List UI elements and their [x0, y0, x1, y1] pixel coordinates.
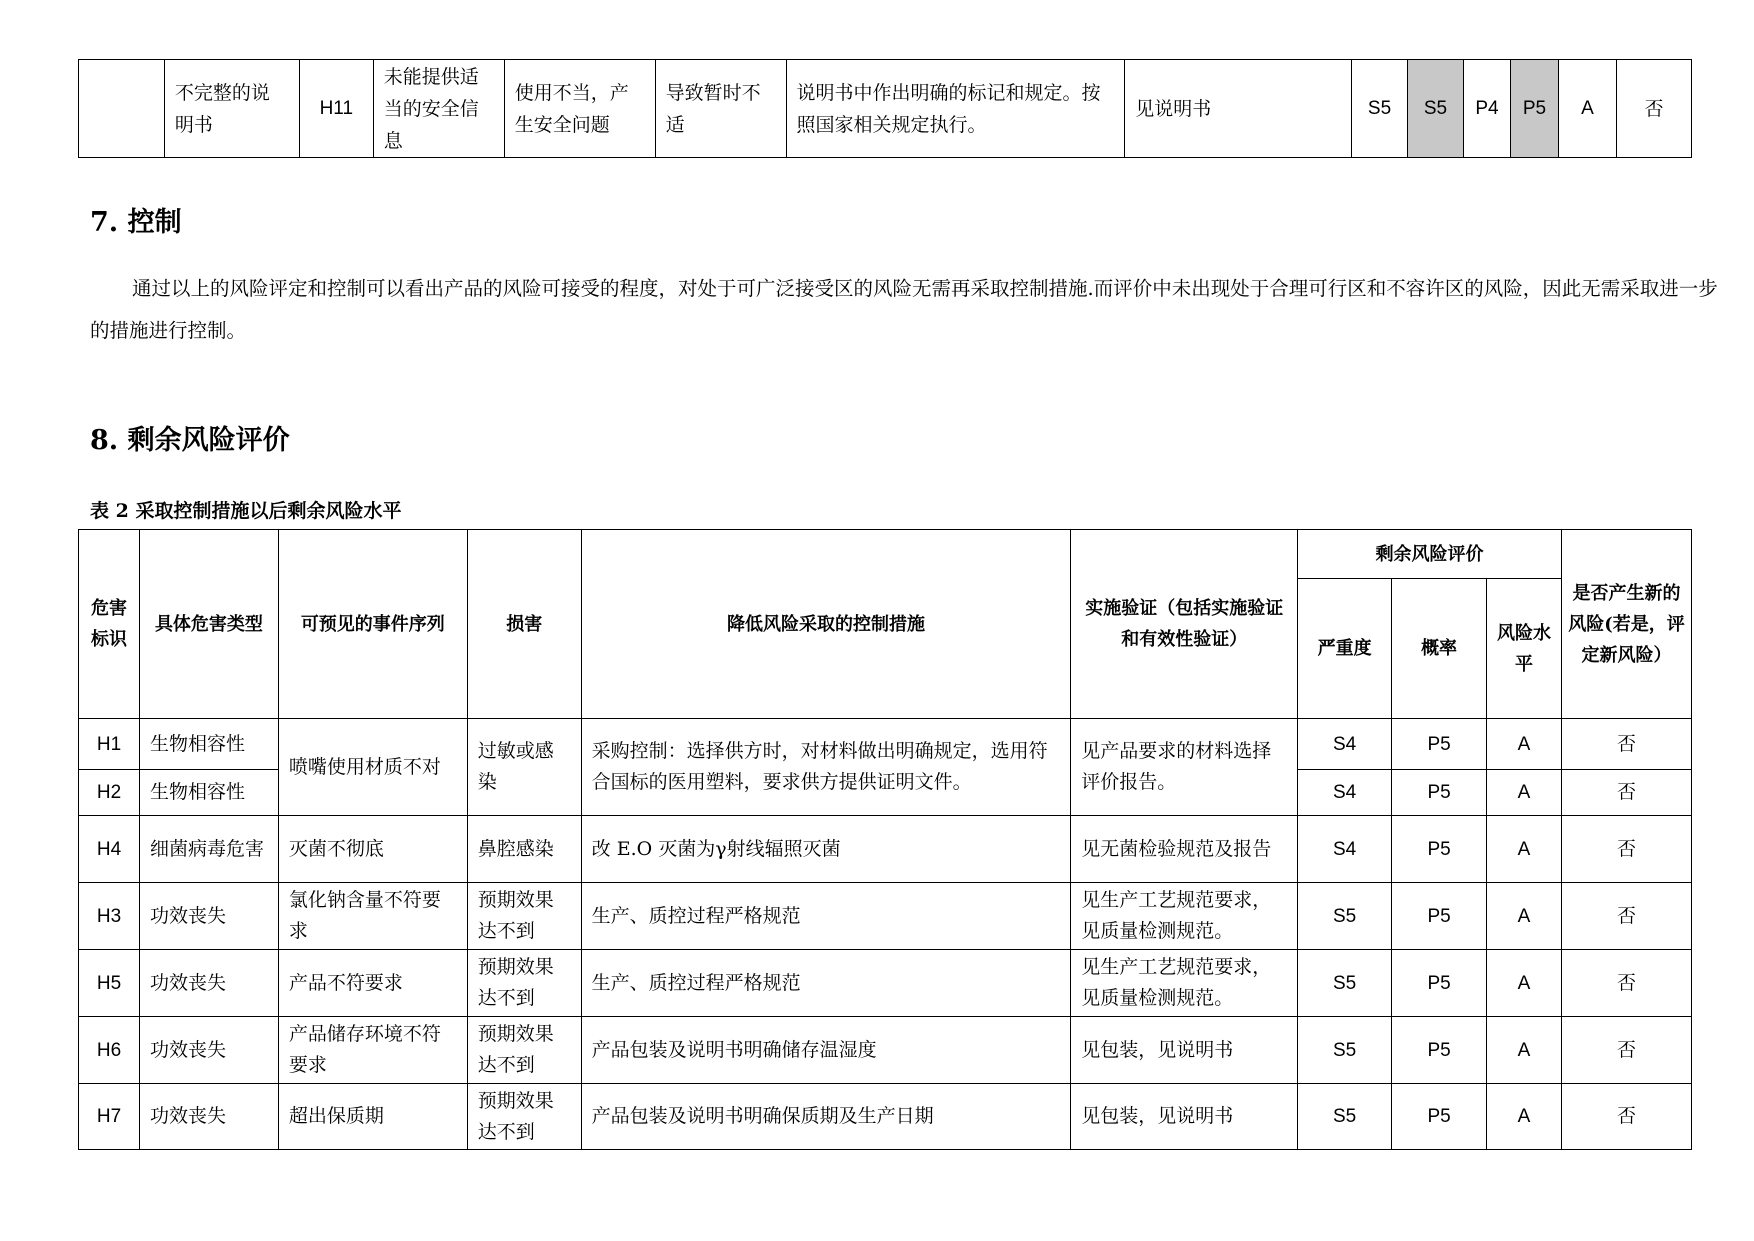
header-verification: 实施验证（包括实施验证和有效性验证） [1071, 530, 1298, 719]
new-risk-cell: 否 [1562, 1017, 1692, 1084]
hazard-id-cell: H2 [79, 770, 140, 816]
hazard-id-cell: H6 [79, 1017, 140, 1084]
event-sequence-cell: 产品不符要求 [278, 950, 467, 1017]
harm-cell: 预期效果达不到 [467, 883, 581, 950]
verification-cell: 见包装，见说明书 [1071, 1017, 1298, 1084]
hazard-type-cell: 不完整的说明书 [164, 60, 299, 158]
severity-cell: S4 [1298, 719, 1392, 770]
header-probability: 概率 [1392, 579, 1487, 719]
control-measure-cell: 生产、质控过程严格规范 [581, 883, 1071, 950]
probability-cell: P5 [1392, 950, 1487, 1017]
risk-level-cell: A [1487, 719, 1562, 770]
risk-level-cell: A [1487, 883, 1562, 950]
section-8-heading: 8. 剩余风险评价 [90, 425, 290, 456]
probability-cell: P5 [1392, 719, 1487, 770]
harm-cell: 鼻腔感染 [467, 816, 581, 883]
verification-cell: 见产品要求的材料选择评价报告。 [1071, 719, 1298, 816]
verification-cell: 见生产工艺规范要求，见质量检测规范。 [1071, 883, 1298, 950]
table-caption: 表 2 采取控制措施以后剩余风险水平 [90, 500, 402, 522]
table-row [79, 950, 1692, 1017]
verification-cell: 见无菌检验规范及报告 [1071, 816, 1298, 883]
header-event-sequence: 可预见的事件序列 [278, 530, 467, 719]
hazard-id-cell: H7 [79, 1084, 140, 1150]
event-sequence-cell: 未能提供适当的安全信息 [373, 60, 504, 158]
hazard-id-cell [79, 60, 165, 158]
hazard-type-cell: 功效丧失 [139, 883, 278, 950]
hazard-type-cell: 生物相容性 [139, 770, 278, 816]
new-risk-cell: 否 [1562, 950, 1692, 1017]
header-hazard-id: 危害标识 [79, 530, 140, 719]
hazard-id-cell: H1 [79, 719, 140, 770]
probability-cell: P5 [1392, 816, 1487, 883]
event-sequence-cell: 产品储存环境不符要求 [278, 1017, 467, 1084]
table-row [79, 816, 1692, 883]
section-7-heading: 7. 控制 [90, 207, 182, 238]
harm-cell: 导致暂时不适 [655, 60, 786, 158]
table-row [79, 1084, 1692, 1150]
risk-level-cell: A [1487, 1084, 1562, 1150]
new-risk-cell: 否 [1562, 1084, 1692, 1150]
risk-level-cell: A [1487, 816, 1562, 883]
probability-cell: P5 [1392, 883, 1487, 950]
severity-before-cell: S5 [1352, 60, 1408, 158]
control-measure-cell: 说明书中作出明确的标记和规定。按照国家相关规定执行。 [786, 60, 1125, 158]
header-harm: 损害 [467, 530, 581, 719]
event-sequence-cell: 喷嘴使用材质不对 [278, 719, 467, 816]
header-hazard-type: 具体危害类型 [139, 530, 278, 719]
new-risk-cell: 否 [1562, 719, 1692, 770]
control-measure-cell: 采购控制：选择供方时，对材料做出明确规定，选用符合国标的医用塑料，要求供方提供证明文件。 [581, 719, 1071, 816]
verification-cell: 见说明书 [1125, 60, 1352, 158]
header-risk-level: 风险水平 [1487, 579, 1562, 719]
severity-cell: S5 [1298, 883, 1392, 950]
harm-cell: 预期效果达不到 [467, 1017, 581, 1084]
header-residual-risk: 剩余风险评价 [1298, 530, 1562, 579]
table-row [79, 1017, 1692, 1084]
control-measure-cell: 生产、质控过程严格规范 [581, 950, 1071, 1017]
header-control-measure: 降低风险采取的控制措施 [581, 530, 1071, 719]
verification-cell: 见生产工艺规范要求，见质量检测规范。 [1071, 950, 1298, 1017]
hazard-id-cell: H3 [79, 883, 140, 950]
severity-cell: S4 [1298, 770, 1392, 816]
hazard-type-cell: 细菌病毒危害 [139, 816, 278, 883]
header-severity: 严重度 [1298, 579, 1392, 719]
risk-level-cell: A [1558, 60, 1616, 158]
table-row [79, 883, 1692, 950]
risk-level-cell: A [1487, 1017, 1562, 1084]
new-risk-cell: 否 [1562, 770, 1692, 816]
table-row [79, 719, 1692, 770]
event-sequence-cell: 超出保质期 [278, 1084, 467, 1150]
control-measure-cell: 产品包装及说明书明确保质期及生产日期 [581, 1084, 1071, 1150]
section-7-paragraph: 通过以上的风险评定和控制可以看出产品的风险可接受的程度，对处于可广泛接受区的风险无需再采取控制措施.而评价中未出现处于合理可行区和不容许区的风险，因此无需采取进一步的措施进行控制。 [90, 277, 1718, 342]
harm-cell: 预期效果达不到 [467, 1084, 581, 1150]
hazard-type-cell: 功效丧失 [139, 1084, 278, 1150]
severity-after-cell: S5 [1408, 60, 1464, 158]
residual-risk-table [78, 529, 1692, 1150]
event-sequence-cell: 氯化钠含量不符要求 [278, 883, 467, 950]
risk-level-cell: A [1487, 950, 1562, 1017]
control-measure-cell: 产品包装及说明书明确储存温湿度 [581, 1017, 1071, 1084]
probability-cell: P5 [1392, 1017, 1487, 1084]
hazard-id-cell: H5 [79, 950, 140, 1017]
hazard-type-cell: 功效丧失 [139, 950, 278, 1017]
header-new-risk: 是否产生新的风险(若是，评定新风险） [1562, 530, 1692, 719]
harm-cell: 预期效果达不到 [467, 950, 581, 1017]
harm-cell: 过敏或感染 [467, 719, 581, 816]
probability-after-cell: P5 [1510, 60, 1558, 158]
new-risk-cell: 否 [1562, 883, 1692, 950]
hazard-type-cell: 功效丧失 [139, 1017, 278, 1084]
probability-before-cell: P4 [1464, 60, 1511, 158]
severity-cell: S5 [1298, 1017, 1392, 1084]
risk-level-cell: A [1487, 770, 1562, 816]
hazard-situation-cell: 使用不当，产生安全问题 [504, 60, 655, 158]
severity-cell: S5 [1298, 950, 1392, 1017]
severity-cell: S5 [1298, 1084, 1392, 1150]
verification-cell: 见包装，见说明书 [1071, 1084, 1298, 1150]
hazard-id-cell: H4 [79, 816, 140, 883]
table-row [79, 60, 1692, 158]
new-risk-cell: 否 [1562, 816, 1692, 883]
event-sequence-cell: 灭菌不彻底 [278, 816, 467, 883]
hazard-type-cell: 生物相容性 [139, 719, 278, 770]
probability-cell: P5 [1392, 1084, 1487, 1150]
control-measure-cell: 改 E.O 灭菌为γ射线辐照灭菌 [581, 816, 1071, 883]
hazard-table-continued [78, 59, 1692, 158]
probability-cell: P5 [1392, 770, 1487, 816]
severity-cell: S4 [1298, 816, 1392, 883]
hazard-code-cell: H11 [299, 60, 373, 158]
new-risk-cell: 否 [1616, 60, 1691, 158]
